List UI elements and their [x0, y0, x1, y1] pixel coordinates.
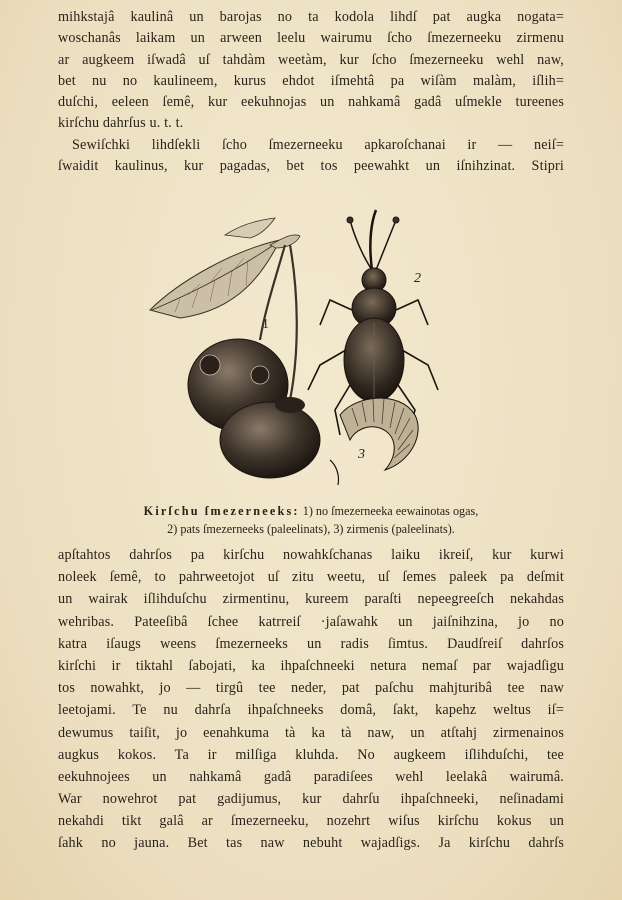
figure-caption: [58, 502, 564, 538]
text-line: mihkstajâ kaulinâ un barojas no ta kodola lihdſ pat augka nogata=: [58, 9, 564, 25]
caption-part1: 1) no ſmezerneeka eewainotas ogas,: [299, 504, 479, 518]
top-paragraph: [58, 7, 564, 177]
text-line: War nowehrot pat gadijumus, kur dahrſu ihpaſchneeki, neſinadami: [58, 791, 564, 808]
text-line: wehribas. Pateeſibâ ſchee katrreiſ ·jaſawahk un jaiſnihzina, jo no: [58, 613, 564, 630]
text-line: bet nu no kaulineem, kurus ehdot iſmehtâ pa wiſàm malàm, iſlih=: [58, 72, 564, 89]
label-2: 2: [414, 271, 421, 286]
text-line: woschanâs laikam un arween leelu wairumu ſcho ſmezerneeku zirmenu: [58, 30, 564, 47]
text-line: kirſchu dahrſus u. t. t.: [58, 115, 184, 132]
text-line: leetojami. Te nu dahrſa ihpaſchneeks domâ, ſakt, kapehz weltus iſ=: [58, 702, 564, 719]
label-3: 3: [358, 447, 365, 462]
text-line: ar augkeem iſwadâ uſ tahdàm weetàm, kur ſcho ſmezerneeku wehl naw,: [58, 51, 564, 68]
cherries-drawing: [188, 339, 320, 478]
cherry-weevil-illustration: [140, 200, 460, 490]
text-line: ſahk no jauna. Bet tas naw nebuht wajadſigs. Ja kirſchu dahrſs: [58, 835, 564, 852]
text-line: augkus kokos. Ta ir milſiga kluhda. No augkeem iſlihduſchi, tee: [58, 746, 564, 763]
text-line: dewumus taiſit, jo eenahkuma tà ka tà naw, un atſtahj zirmenainos: [58, 724, 564, 741]
text-line: katra iſaugs weens ſmezerneeks un radis ſimtus. Daudſreiſ dahrſos: [58, 635, 564, 652]
text-line: tos nowahkt, jo — tirgû tee neder, pat paſchu mahjturibâ tee naw: [58, 680, 564, 697]
text-line: Sewiſchki lihdſekli ſcho ſmezerneeku apkaroſchanai ir — neiſ=: [72, 136, 564, 153]
text-line: un wairak iſlihduſchu zirmentinu, kureem paraſti nepeegreeſch nekahdas: [58, 591, 564, 608]
text-line: noleek ſemê, to pahrweetojot uſ zitu weetu, uſ ſemes paleek pa deſmit: [58, 569, 564, 586]
text-line: eekuhnojees un nahkamâ gadâ paradiſees wehl leelakâ wairumâ.: [58, 768, 564, 785]
caption-line-1: [58, 502, 564, 520]
text-line: nekahdi tikt galâ ar ſmezerneeku, nozehrt wiſus kirſchu kokus un: [58, 813, 564, 830]
bottom-paragraph: [58, 544, 564, 855]
text-line: kirſchi ir tiktahl ſabojati, ka ihpaſchneeki netura nemaſ par wajadſigu: [58, 657, 564, 674]
text-line: apſtahtos dahrſos pa kirſchu nowahkſchanas laiku ikreiſ, kur kurwi: [58, 547, 564, 563]
caption-lead: Kirſchu ſmezerneeks:: [143, 504, 300, 518]
text-line: ſwaidit kaulinus, kur pagadas, bet tos peewahkt un iſnihzinat. Stipri: [58, 158, 564, 175]
text-line: duſchi, eeleen ſemê, kur eekuhnojas un nahkamâ gadâ uſmekle tureenes: [58, 94, 564, 111]
label-1: 1: [262, 317, 269, 332]
larva-drawing: [330, 398, 418, 485]
caption-part2: 2) pats ſmezerneeks (paleelinats), 3) zirmenis (paleelinats).: [167, 522, 455, 536]
